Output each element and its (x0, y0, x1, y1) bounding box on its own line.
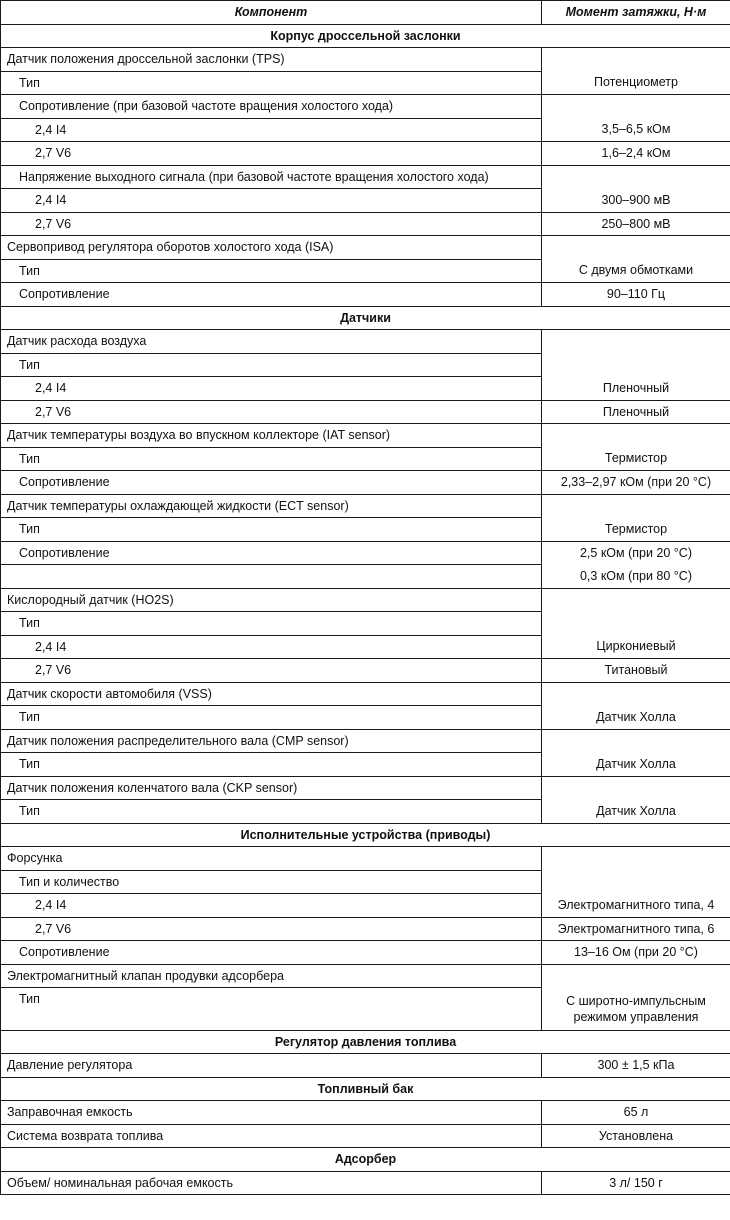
section-title: Корпус дроссельной заслонки (1, 24, 730, 48)
row-label: Тип (1, 447, 542, 471)
section-title: Топливный бак (1, 1077, 730, 1101)
table-row (1, 142, 730, 166)
row-label: Тип (1, 988, 542, 1031)
table-row (1, 400, 730, 424)
row-value: 300–900 мВ (542, 189, 730, 213)
section-title: Исполнительные устройства (приводы) (1, 823, 730, 847)
row-label: Тип (1, 753, 542, 777)
table-row (1, 471, 730, 495)
row-value: Термистор (542, 447, 730, 471)
row-value (542, 682, 730, 706)
row-value: Потенциометр (542, 71, 730, 95)
row-label: 2,4 I4 (1, 189, 542, 213)
table-row (1, 518, 730, 542)
table-body (1, 24, 730, 1195)
section-row (1, 24, 730, 48)
table-row (1, 964, 730, 988)
row-label: Заправочная емкость (1, 1101, 542, 1125)
table-row (1, 1054, 730, 1078)
table-row (1, 941, 730, 965)
row-value: 65 л (542, 1101, 730, 1125)
row-value: 90–110 Гц (542, 283, 730, 307)
row-label: Тип (1, 612, 542, 636)
row-value: С двумя обмотками (542, 259, 730, 283)
table-row (1, 165, 730, 189)
row-label: Тип (1, 71, 542, 95)
row-label: Тип и количество (1, 870, 542, 894)
row-label: Сопротивление (1, 283, 542, 307)
table-row (1, 894, 730, 918)
table-row (1, 236, 730, 260)
row-label: 2,7 V6 (1, 400, 542, 424)
row-value: 2,5 кОм (при 20 °С) (542, 541, 730, 565)
row-label: Сопротивление (1, 471, 542, 495)
section-row (1, 306, 730, 330)
row-value: 2,33–2,97 кОм (при 20 °С) (542, 471, 730, 495)
row-label: Сервопривод регулятора оборотов холостого хода (ISA) (1, 236, 542, 260)
table-row (1, 917, 730, 941)
row-label: Датчик положения коленчатого вала (CKP sensor) (1, 776, 542, 800)
row-value: Титановый (542, 659, 730, 683)
table-row (1, 283, 730, 307)
row-label: 2,7 V6 (1, 212, 542, 236)
row-value: Пленочный (542, 400, 730, 424)
table-row (1, 212, 730, 236)
row-label: Объем/ номинальная рабочая емкость (1, 1171, 542, 1195)
row-value: Электромагнитного типа, 4 (542, 894, 730, 918)
row-label: 2,4 I4 (1, 377, 542, 401)
row-value: Датчик Холла (542, 706, 730, 730)
table-row (1, 847, 730, 871)
row-label: Форсунка (1, 847, 542, 871)
row-value: 250–800 мВ (542, 212, 730, 236)
section-title: Регулятор давления топлива (1, 1030, 730, 1054)
row-label: Датчик температуры воздуха во впускном коллекторе (IAT sensor) (1, 424, 542, 448)
column-header-torque: Момент затяжки, Н·м (542, 1, 730, 25)
row-label: Система возврата топлива (1, 1124, 542, 1148)
table-row (1, 259, 730, 283)
table-row (1, 565, 730, 589)
row-value: 0,3 кОм (при 80 °С) (542, 565, 730, 589)
table-row (1, 330, 730, 354)
row-value (542, 353, 730, 377)
row-value (542, 424, 730, 448)
row-label: Электромагнитный клапан продувки адсорбера (1, 964, 542, 988)
row-value (542, 729, 730, 753)
row-value (542, 236, 730, 260)
section-title: Датчики (1, 306, 730, 330)
row-value (542, 964, 730, 988)
row-label: Датчик положения распределительного вала (CMP sensor) (1, 729, 542, 753)
table-row (1, 988, 730, 1031)
table-row (1, 494, 730, 518)
row-value: 3 л/ 150 г (542, 1171, 730, 1195)
table-row (1, 447, 730, 471)
row-value: 3,5–6,5 кОм (542, 118, 730, 142)
column-header-component: Компонент (1, 1, 542, 25)
row-label: Датчик скорости автомобиля (VSS) (1, 682, 542, 706)
row-value: 300 ± 1,5 кПа (542, 1054, 730, 1078)
row-label: 2,7 V6 (1, 917, 542, 941)
row-label: Тип (1, 800, 542, 824)
row-label: Сопротивление (при базовой частоте вращения холостого хода) (1, 95, 542, 119)
row-value: Пленочный (542, 377, 730, 401)
row-value: Установлена (542, 1124, 730, 1148)
row-value: Термистор (542, 518, 730, 542)
row-label: 2,7 V6 (1, 659, 542, 683)
table-row (1, 588, 730, 612)
table-row (1, 377, 730, 401)
row-label: 2,7 V6 (1, 142, 542, 166)
row-label: Датчик температуры охлаждающей жидкости (ECT sensor) (1, 494, 542, 518)
row-value: Датчик Холла (542, 753, 730, 777)
table-row (1, 682, 730, 706)
section-title: Адсорбер (1, 1148, 730, 1172)
row-value (542, 870, 730, 894)
row-label: Тип (1, 518, 542, 542)
table-row (1, 870, 730, 894)
row-value (542, 165, 730, 189)
row-value (542, 48, 730, 72)
table-row (1, 659, 730, 683)
section-row (1, 1077, 730, 1101)
row-label: Сопротивление (1, 941, 542, 965)
row-value (542, 588, 730, 612)
row-label: Тип (1, 259, 542, 283)
row-label: Сопротивление (1, 541, 542, 565)
row-value (542, 847, 730, 871)
row-value: 1,6–2,4 кОм (542, 142, 730, 166)
table-row (1, 753, 730, 777)
row-label: 2,4 I4 (1, 118, 542, 142)
table-row (1, 48, 730, 72)
row-label: Тип (1, 353, 542, 377)
table-row (1, 800, 730, 824)
row-label: Кислородный датчик (HO2S) (1, 588, 542, 612)
table-row (1, 95, 730, 119)
table-row (1, 729, 730, 753)
table-row (1, 353, 730, 377)
row-label: 2,4 I4 (1, 894, 542, 918)
row-value (542, 494, 730, 518)
row-label: Давление регулятора (1, 1054, 542, 1078)
row-value (542, 95, 730, 119)
row-label: 2,4 I4 (1, 635, 542, 659)
row-value: С широтно-импульсным режимом управления (542, 988, 730, 1031)
table-row (1, 612, 730, 636)
row-value: 13–16 Ом (при 20 °С) (542, 941, 730, 965)
section-row (1, 823, 730, 847)
table-row (1, 1124, 730, 1148)
row-value: Циркониевый (542, 635, 730, 659)
row-label: Тип (1, 706, 542, 730)
table-row (1, 1171, 730, 1195)
table-row (1, 541, 730, 565)
row-value: Электромагнитного типа, 6 (542, 917, 730, 941)
row-value (542, 612, 730, 636)
section-row (1, 1148, 730, 1172)
table-row (1, 776, 730, 800)
table-row (1, 424, 730, 448)
row-value (542, 776, 730, 800)
table-row (1, 71, 730, 95)
table-row (1, 635, 730, 659)
table-row (1, 1101, 730, 1125)
row-label (1, 565, 542, 589)
row-label: Датчик расхода воздуха (1, 330, 542, 354)
table-row (1, 189, 730, 213)
table-row (1, 706, 730, 730)
table-row (1, 118, 730, 142)
section-row (1, 1030, 730, 1054)
table-header-row (1, 1, 730, 25)
row-value: Датчик Холла (542, 800, 730, 824)
row-label: Датчик положения дроссельной заслонки (TPS) (1, 48, 542, 72)
row-value (542, 330, 730, 354)
row-label: Напряжение выходного сигнала (при базовой частоте вращения холостого хода) (1, 165, 542, 189)
